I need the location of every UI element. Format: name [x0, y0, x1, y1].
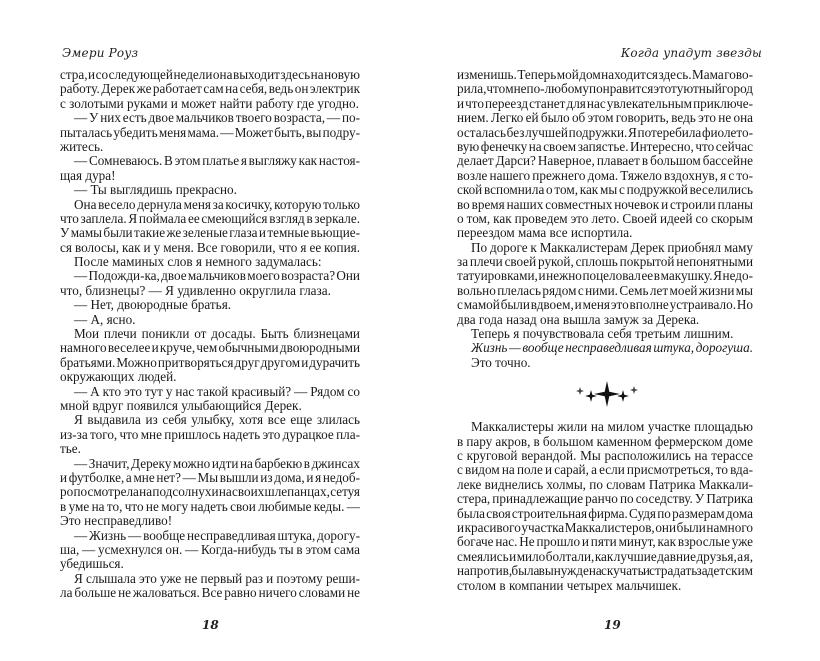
- page-number-left: 18: [202, 618, 219, 632]
- text-line: Жизнь — вообще несправедливая штука, дорогуша.: [471, 340, 753, 356]
- text-line: вольно плелась рядом с ними. Семь лет моей жизни мы: [457, 282, 753, 298]
- text-line: что, близнецы? — Я удивленно округлила глаза.: [60, 282, 331, 298]
- text-line: рила, что мне по-любому понравится этот уютный город: [457, 81, 753, 97]
- text-line: с круговой верандой. Мы расположились на терассе: [457, 447, 753, 463]
- text-line: По дороге к Маккалистерам Дерек приобнял маму: [471, 239, 753, 255]
- text-line: столом в компании четырех мальчишек.: [457, 577, 682, 593]
- text-line: — Подожди-ка, двое мальчиков моего возраста? Они: [74, 268, 360, 284]
- text-line: за плечи своей рукой, сплошь покрытой непонятными: [457, 254, 753, 270]
- text-line: ся волосы, как и у меня. Все говорили, что я ее копия.: [60, 239, 360, 255]
- sparkle-small-right: [630, 386, 638, 394]
- text-line: возле нашего прежнего дома. Тяжело вздохнув, я с то-: [457, 167, 753, 183]
- right-page-text: [457, 68, 753, 593]
- text-line: — Жизнь — вообще несправедливая штука, дорогу-: [74, 527, 360, 543]
- text-line: Маккалистеры жили на милом участке площадью: [471, 419, 753, 435]
- running-head-title: Когда упадут звезды: [620, 46, 762, 60]
- text-line: переездом мама все испортила.: [457, 225, 633, 241]
- text-line: и футболке, а мне нет? — Мы вышли из дома, и я недоб-: [60, 469, 360, 485]
- text-line: ской вспомнила о том, как мы с подружкой веселились: [457, 182, 753, 198]
- text-line: ро посмотрела на подсолнухи на своих шлепанцах, сетуя: [60, 484, 360, 500]
- text-line: стра, и со следующей недели она выходит здесь на новую: [60, 67, 360, 82]
- text-line: в пару акров, в большом каменном фермерском доме: [457, 433, 753, 449]
- text-line: два года назад она вышла замуж за Дерека.: [457, 311, 700, 327]
- text-line: Это несправедливо!: [60, 513, 173, 529]
- text-line: намного веселее и круче, чем обычными двоюродными: [60, 340, 360, 356]
- text-line: в уме на то, что не могу надеть свои любимые кеды. —: [60, 498, 360, 514]
- text-line: — Нет, двоюродные братья.: [74, 297, 232, 313]
- text-line: тье.: [60, 441, 81, 457]
- text-line: что заплела. Я поймала ее смеющийся взгляд в зеркале.: [60, 210, 360, 226]
- sparkle-mid-right: [617, 390, 629, 402]
- text-line: — А, ясно.: [74, 311, 136, 327]
- text-line: с видом на поле и сарай, а если присмотреться, то вда-: [457, 462, 753, 478]
- text-line: татуировками, и нежно поцеловал ее в макушку. Я недо-: [457, 268, 753, 284]
- text-line: ла больше не жаловаться. Все равно ничего словами не: [60, 585, 360, 601]
- text-line: окружающих людей.: [60, 369, 177, 385]
- text-line: о том, как проведем это лето. Своей идеей со скорым: [457, 210, 753, 226]
- text-line: вую фенечку на своем запястье. Интересно, что сейчас: [457, 138, 753, 154]
- text-line: убедишься.: [60, 556, 124, 572]
- text-line: осталась без лучшей подружки. Я потеребила фиолето-: [457, 124, 753, 140]
- text-line: напротив, была вынуждена скучать и страдать за детским: [457, 563, 753, 579]
- text-line: леке виднелись холмы, по словам Патрика Маккали-: [457, 476, 753, 492]
- text-line: братьями. Можно притворяться друг другом и дурачить: [60, 354, 360, 370]
- text-line: работу. Дерек же работает сам на себя, ведь он электрик: [60, 81, 360, 97]
- text-block-before-break: [457, 68, 753, 370]
- text-line: была своя строительная фирма. Судя по размерам дома: [457, 505, 753, 521]
- text-line: После маминых слов я немного задумалась:: [74, 254, 322, 270]
- text-line: и красивого участка Маккалистеров, они были намного: [457, 519, 753, 535]
- text-line: Я выдавила из себя улыбку, хотя все еще злилась: [74, 412, 360, 428]
- text-line: Я слышала это уже не первый раз и поэтому реши-: [74, 570, 360, 586]
- text-line: смеялись и мило болтали, как лучшие давние друзья, а я,: [457, 548, 753, 564]
- text-line: — У них есть двое мальчиков твоего возраста, — по-: [74, 110, 360, 126]
- text-line: житесь.: [60, 138, 104, 154]
- text-block-after-break: [457, 420, 753, 593]
- text-line: во время наших совместных ночевок и строили планы: [457, 196, 753, 212]
- text-line: богаче нас. Не прошло и пяти минут, как взрослые уже: [457, 534, 753, 550]
- text-line: с мамой были вдвоем, и меня это вполне устраивало. Но: [457, 297, 753, 313]
- text-line: делает Дарси? Наверное, плавает в большом бассейне: [457, 153, 753, 169]
- text-line: У мамы были такие же зеленые глаза и темные вьющие-: [60, 225, 360, 241]
- text-line: из-за того, что мне пришлось надеть это дурацкое пла-: [60, 426, 360, 442]
- right-page: [410, 0, 820, 661]
- text-line: Она весело дернула меня за косичку, которую только: [74, 196, 360, 212]
- sparkle-large-center: [594, 381, 620, 407]
- sparkle-small-left: [576, 387, 584, 395]
- text-line: изменишь. Теперь мой дом находится здесь. Мама гово-: [457, 67, 753, 82]
- text-line: пыталась убедить меня мама. — Может быть, вы подру-: [60, 124, 360, 140]
- page-number-right: 19: [604, 618, 621, 632]
- text-line: с золотыми руками и может найти работу где угодно.: [60, 95, 359, 111]
- sparkle-stars-icon: [572, 378, 642, 408]
- text-line: — Ты выглядишь прекрасно.: [74, 182, 237, 198]
- text-line: ша, — усмехнулся он. — Когда-нибудь ты в этом сама: [60, 541, 360, 557]
- text-line: Мои плечи поникли от досады. Быть близнецами: [74, 326, 360, 342]
- text-line: — Значит, Дереку можно идти на барбекю в джинсах: [74, 455, 360, 471]
- text-line: стера, принадлежащие ранчо по соседству. У Патрика: [457, 491, 753, 507]
- text-line: нием. Легко ей было об этом говорить, ведь это не она: [457, 110, 753, 126]
- section-break: [457, 370, 753, 420]
- text-line: щая дура!: [60, 167, 116, 183]
- sparkle-mid-left: [585, 390, 597, 402]
- text-line: мной вдруг появился улыбающийся Дерек.: [60, 397, 302, 413]
- running-head-author: Эмери Роуз: [62, 46, 139, 60]
- left-page-text: [60, 68, 360, 600]
- text-line: Это точно.: [471, 354, 531, 370]
- text-line: — Сомневаюсь. В этом платье я выгляжу как настоя-: [74, 153, 360, 169]
- text-line: и что переезд станет для нас увлекательным приключе-: [457, 95, 753, 111]
- text-line: Теперь я почувствовала себя третьим лишним.: [471, 326, 734, 342]
- text-line: — А кто это тут у нас такой красивый? — Рядом со: [74, 383, 360, 399]
